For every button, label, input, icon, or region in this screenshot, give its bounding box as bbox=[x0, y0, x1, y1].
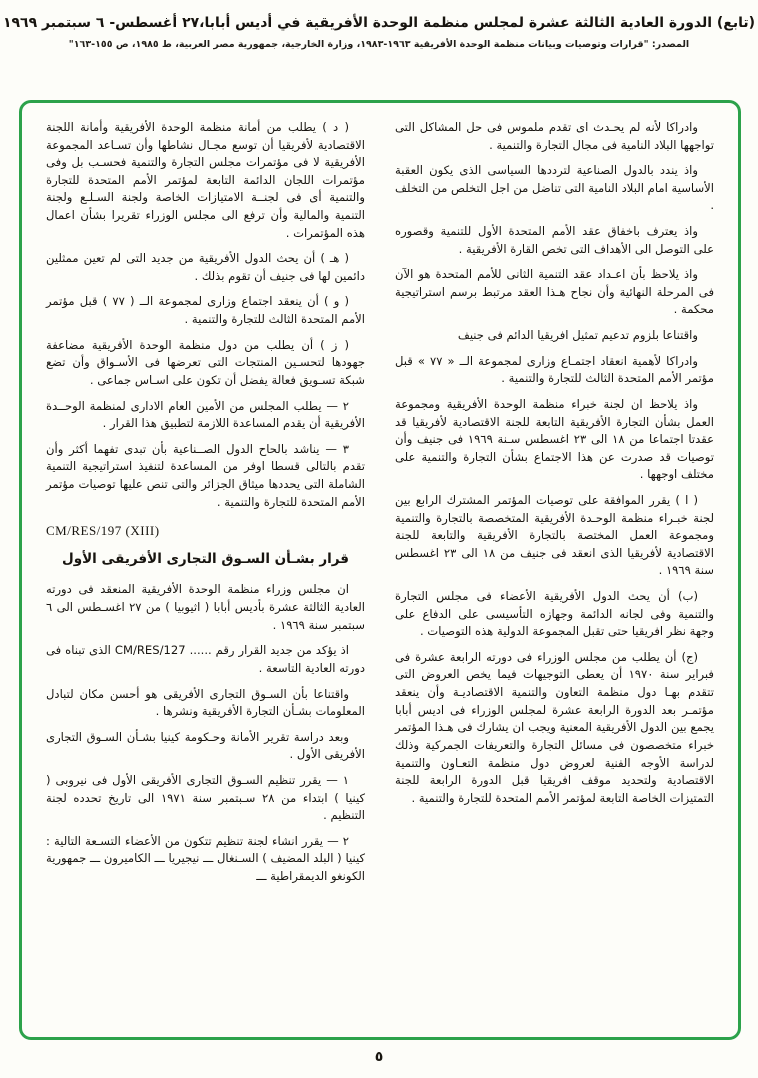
resolution-code: CM/RES/197 (XIII) bbox=[46, 523, 160, 539]
resolution-title: قرار بشـأن السـوق التجارى الأفريقى الأول bbox=[61, 550, 350, 567]
document-source-line: المصدر: "قرارات وتوصيات وبيانات منظمة الوحدة الأفريقية ١٩٦٣-١٩٨٣، وزارة الخارجية، جمهورية مصر العربية، ط ١٩٨٥، ص ١٥٥-١٦٣" bbox=[68, 39, 690, 50]
column-right bbox=[395, 119, 714, 1021]
paragraph-clause-b: (ب) أن يحث الدول الأفريقية الأعضاء فى مجلس التجارة والتنمية وفى لجانه الدائمة وجهازه التأسيسى على الدفاع على وجهة نظر افريقيا حتى تقبل المجموعة الدولية هذه التوصيات . bbox=[395, 589, 714, 639]
document-title: (تابع) الدورة العادية الثالثة عشرة لمجلس منظمة الوحدة الأفريقية في أديس أبابا،٢٧ أغسطس- ٦ سبتمبر ١٩٦٩ bbox=[2, 15, 756, 31]
paragraph: وادراكا لأنه لم يحـدث اى تقدم ملموس فى حل المشاكل التى تواجهها البلاد النامية فى مجال التجارة والتنمية . bbox=[395, 120, 714, 152]
column-left bbox=[46, 119, 365, 1021]
paragraph-clause-c: (ج) أن يطلب من مجلس الوزراء فى دورته الرابعة عشرة فى فبراير سنة ١٩٧٠ أن يعطى التوجيهات فيما يخص العروض التى تتقدم بهـا دول منظمة التعاون والتنمية الاقتصاديـة وأن ينعقد مؤتمـر بعد الدورة الرابعة عشرة لمجلس الوزراء فى اديس أبابا يجمع بين الدول الأفريقية المعنية ويجب ان يشارك فى هـذا المؤتمر خبراء متخصصون فى مسائل التجارة والتعريفات الجمركية وذلك لدراسة الأوجه الفنية لعروض دول منظمة التعـاون والتنمية الاقتصادية ولتحديد موقف افريقيا قبل الدورة الرابعة للجنة التمتيزات الخاصة التابعة لمؤتمر الأمم المتحدة للتجارة والتنمية . bbox=[395, 649, 714, 805]
paragraph-clause-f: ( و ) أن ينعقد اجتماع وزارى لمجموعة الــ ( ٧٧ ) قبل مؤتمر الأمم المتحدة الثالث للتجارة والتنمية . bbox=[46, 294, 365, 327]
paragraph: واذ يلاحظ ان لجنة خبراء منظمة الوحدة الأفريقية ومجموعة العمل بشأن التجارة الأفريقية التابعة للجنة الاقتصادية لأفريقيا قد عقدتا اجتماعا من ١٨ الى ٢٣ اغسطس سـنة ١٩٦٩ فى جنيف وأن توصيات قد صدرت عن هذا الاجتماع بشأن التجارة والتنمية على مختلف اوجهها . bbox=[395, 396, 714, 482]
paragraph: وادراكا لأهمية انعقاد اجتمـاع وزارى لمجموعة الــ « ٧٧ » قبل مؤتمر الأمم المتحدة الثالث للتجارة والتنمية . bbox=[395, 353, 714, 386]
page-number: ٥ bbox=[374, 1049, 384, 1065]
paragraph-clause-g: ( ز ) أن يطلب من دول منظمة الوحدة الأفريقية مضاعفة جهودها لتحسـين المنتجات التى تعرضها فى الأسـواق وأن تضع شبكة تسـويق فعالة يفضل أن تكون على اسـاس جماعى . bbox=[46, 337, 365, 387]
content-frame bbox=[19, 100, 741, 1040]
paragraph-clause-a: ( ا ) يقرر الموافقة على توصيات المؤتمر المشترك الرابع بين لجنة خبـراء منظمة الوحـدة الأفريقية المتخصصة بالتجارة والتنمية ومجموعة العمل المختصة بالتجارة الأفريقية والتابعة للجنة الاقتصادية لأفريقيا الذى انعقد فى جنيف من ١٨ الى ٢٣ اغسطس سنة ١٩٦٩ . bbox=[395, 492, 714, 578]
paragraph: وبعد دراسة تقرير الأمانة وحـكومة كينيا بشـأن السـوق التجارى الأفريقى الأول . bbox=[46, 729, 365, 762]
paragraph: ان مجلس وزراء منظمة الوحدة الأفريقية المنعقد فى دورته العادية الثالثة عشرة بأديس أبابا ( اثيوبيا ) من ٢٧ اغسـطس الى ٦ سبتمبر سنة ١٩٦٩ . bbox=[46, 582, 365, 632]
paragraph: واذ يلاحظ بأن اعـداد عقد التنمية الثانى للأمم المتحدة هو الآن فى المرحلة النهائية وأن نجاح هـذا العقد مرتبط برسم استراتيجية محكمة . bbox=[395, 267, 714, 317]
document-header bbox=[0, 0, 758, 50]
paragraph: ٢ — يطلب المجلس من الأمين العام الادارى لمنظمة الوحــدة الأفريقية أن يقدم المساعدة اللازمة لتطبيق هذا القرار . bbox=[46, 398, 365, 431]
two-column-layout bbox=[46, 119, 714, 1021]
paragraph: واقتناعا بلزوم تدعيم تمثيل افريقيا الدائم فى جنيف bbox=[457, 328, 698, 343]
paragraph: ٣ — يناشد بالحاح الدول الصــناعية بأن تبدى تفهما أكثر وأن تقدم بالتالى قسطا اوفر من المساعدة لتنفيذ استراتيجية التنمية الشاملة التى يحددها ميثاق الجزائر والتى تنص عليها توصيات مؤتمر الأمم المتحدة للتجارة والتنمية . bbox=[46, 441, 365, 509]
paragraph: واقتناعا بأن السـوق التجارى الأفريقى هو أحسن مكان لتبادل المعلومات بشـأن التجارة الأفريقية ونشرها . bbox=[46, 686, 365, 719]
paragraph-clause-d: ( د ) يطلب من أمانة منظمة الوحدة الأفريقية وأمانة اللجنة الاقتصادية لأفريقيا أن توسع مجـال نشاطها وأن تسـاعد المجموعة الأفريقية لا فى مؤتمرات مجلس التجارة والتنمية فحسـب بل وفى مؤتمرات اللجان الدائمة التابعة لمؤتمر الأمم المتحدة للتجارة والتنمية أى فى لجنــة الامتيازات الخاصة ولجنة السـلـع ولجنة التنمية والمالية وأن ترفع الى مجلس الوزراء تقريرا بشأن اعمال هذه المؤتمرات . bbox=[46, 120, 365, 240]
paragraph-clause-e: ( هـ ) أن يحث الدول الأفريقية من جديد التى لم تعين ممثلين دائمين لها فى جنيف أن تقوم بذلك . bbox=[46, 251, 365, 283]
paragraph: ٢ — يقرر انشاء لجنة تنظيم تتكون من الأعضاء التسـعة التالية : كينيا ( البلد المضيف ) السـنغال ـــ نيجيريا ـــ الكاميرون ـــ جمهورية الكونغو الديمقراطية ـــ bbox=[46, 833, 365, 883]
paragraph: واذ يندد بالدول الصناعية لترددها السياسى الذى يكون العقبة الأساسية امام البلاد النامية التى تناضل من اجل التخلص من التخلف . bbox=[395, 163, 714, 213]
paragraph: ١ — يقرر تنظيم السـوق التجارى الأفريقى الأول فى نيروبى ( كينيا ) ابتداء من ٢٨ سـبتمبر سنة ١٩٧١ الى تاريخ تحدده لجنة التنظيم . bbox=[46, 772, 365, 823]
paragraph: اذ يؤكد من جديد القرار رقم ...... CM/RES/127 الذى تبناه فى دورته العادية التاسعة . bbox=[46, 643, 365, 675]
paragraph: واذ يعترف باخفاق عقد الأمم المتحدة الأول للتنمية وقصوره على التوصل الى الأهداف التى تخص القارة الأفريقية . bbox=[395, 224, 714, 256]
